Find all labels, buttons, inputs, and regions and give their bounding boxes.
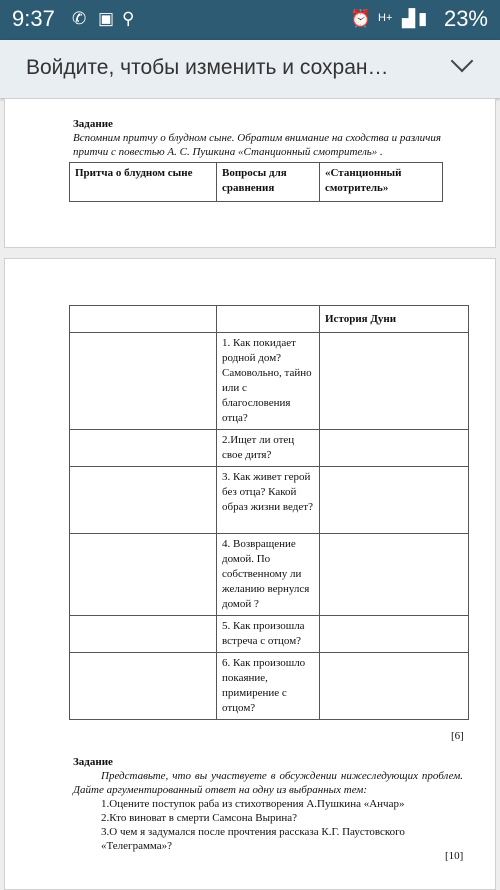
header-parable: Притча о блудном сыне — [70, 163, 217, 202]
table-row — [70, 430, 469, 467]
status-bar — [0, 0, 500, 40]
table-row — [70, 467, 469, 534]
alarm-icon: ⏰ — [350, 9, 372, 28]
comparison-table — [69, 305, 469, 720]
table-cell — [70, 306, 217, 333]
document-page-1 — [4, 98, 496, 248]
battery-level: 23% — [443, 6, 488, 31]
question-5: 5. Как произошла встреча с отцом? — [217, 616, 320, 653]
task-heading: Задание — [73, 118, 113, 130]
topic-3: 3.О чем я задумался после прочтения рассказа К.Г. Паустовского «Телеграмма»? — [101, 826, 405, 852]
question-1: 1. Как покидает родной дом? Самовольно, тайно или с благословения отца? — [217, 333, 320, 430]
signal-icon: ▟ — [402, 9, 416, 28]
gallery-icon: ▣ — [98, 9, 115, 28]
clock: 9:37 — [12, 6, 55, 31]
chevron-down-icon[interactable] — [451, 50, 474, 73]
task-text: Вспомним притчу о блудном сыне. Обратим внимание на сходства и различия притчи с повестью А. С. Пушкина «Станционный смотритель» . — [73, 132, 442, 158]
topic-2: 2.Кто виноват в смерти Самсона Вырина? — [101, 812, 298, 824]
score-10: [10] — [445, 850, 464, 862]
header-dunya-story: История Дуни — [320, 306, 469, 333]
table-cell — [217, 306, 320, 333]
question-6: 6. Как произошло покаяние, примирение с отцом? — [217, 653, 320, 720]
header-questions: Вопросы для сравнения — [217, 163, 320, 202]
whatsapp-icon: ✆ — [72, 9, 87, 28]
sign-in-text: Войдите, чтобы изменить и сохран… — [26, 56, 389, 79]
question-3: 3. Как живет герой без отца? Какой образ жизни ведет? — [217, 467, 320, 534]
table-row — [70, 333, 469, 430]
header-station-master: «Станционный смотритель» — [320, 163, 443, 202]
search-icon: ⚲ — [122, 9, 135, 28]
question-2: 2.Ищет ли отец свое дитя? — [217, 430, 320, 467]
table-row — [70, 616, 469, 653]
table-row — [70, 534, 469, 616]
question-4: 4. Возвращение домой. По собственному ли желанию вернулся домой ? — [217, 534, 320, 616]
battery-icon: ▮ — [418, 9, 428, 28]
topic-1: 1.Оцените поступок раба из стихотворения А.Пушкина «Анчар» — [101, 798, 405, 810]
document-page-2 — [4, 258, 496, 890]
network-type: H+ — [378, 12, 393, 24]
task2-heading: Задание — [73, 756, 113, 768]
task2-text: Представьте, что вы участвуете в обсуждении нижеследующих проблем. Дайте аргументированный ответ на одну из выбранных тем: — [73, 770, 463, 796]
sign-in-banner[interactable] — [0, 40, 500, 98]
comparison-table-header — [69, 162, 443, 202]
score-6: [6] — [451, 730, 464, 742]
table-row — [70, 653, 469, 720]
